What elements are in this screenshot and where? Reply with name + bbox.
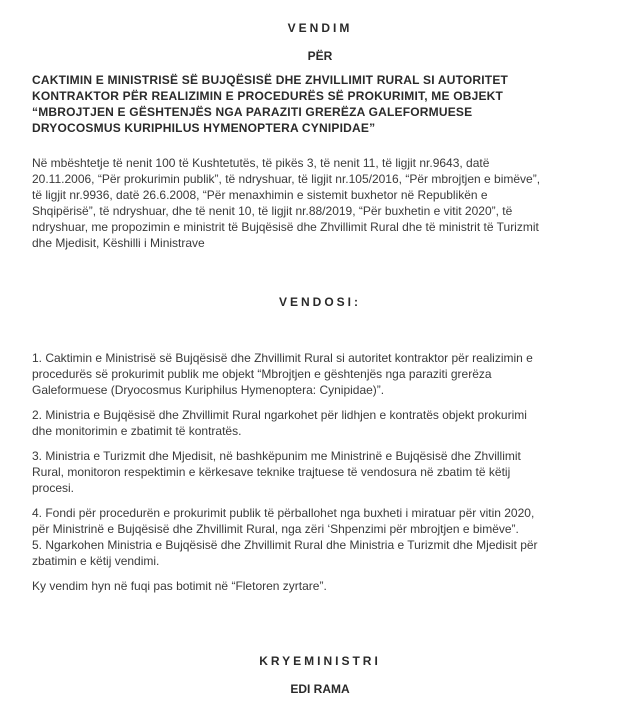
subject-line: “MBROJTJEN E GËSHTENJËS NGA PARAZITI GRERËZA GALEFORMUESE — [32, 105, 473, 119]
entry-into-force — [32, 578, 608, 594]
item-line: për Ministrinë e Bujqësisë dhe Zhvillimit Rural, nga zëri ‘Shpenzimi për mbrojtjen e bimëve”. — [32, 522, 519, 536]
subject-line: CAKTIMIN E MINISTRISË SË BUJQËSISË DHE ZHVILLIMIT RURAL SI AUTORITET — [32, 73, 509, 87]
item-line: 3. Ministria e Turizmit dhe Mjedisit, në bashkëpunim me Ministrinë e Bujqësisë dhe Zhvillimit — [32, 449, 521, 463]
decision-subject — [32, 72, 608, 136]
decision-items — [32, 350, 608, 594]
item-line: 5. Ngarkohen Ministria e Bujqësisë dhe Zhvillimit Rural dhe Ministria e Turizmit dhe Mjedisit për — [32, 538, 538, 552]
item-line: 2. Ministria e Bujqësisë dhe Zhvillimit Rural ngarkohet për lidhjen e kontratës objekt prokurimi — [32, 408, 527, 422]
signatory-role: KRYEMINISTRI — [259, 654, 381, 668]
preamble-line: 20.11.2006, “Për prokurimin publik”, të ndryshuar, të ligjit nr.105/2016, “Për mbrojtjen e bimëve”, — [32, 172, 541, 186]
item-line: Ky vendim hyn në fuqi pas botimit në “Fletoren zyrtare”. — [32, 579, 327, 593]
decision-item-3 — [32, 448, 608, 496]
item-line: Galeformuese (Dryocosmus Kuriphilus Hymenoptera: Cynipidae)”. — [32, 383, 385, 397]
decision-item-2 — [32, 407, 608, 439]
preamble-line: dhe Mjedisit, Këshilli i Ministrave — [32, 236, 205, 250]
item-line: procedurës së prokurimit publik me objekt “Mbrojtjen e gështenjës nga paraziti grerëza — [32, 367, 492, 381]
item-line: procesi. — [32, 481, 75, 495]
subject-line: DRYOCOSMUS KURIPHILUS HYMENOPTERA CYNIPIDAE” — [32, 121, 376, 135]
signatory-name: EDI RAMA — [290, 682, 350, 696]
document-title: VENDIM — [287, 21, 353, 35]
title-connector: PËR — [307, 49, 333, 63]
decision-item-4 — [32, 505, 608, 537]
decision-item-5 — [32, 537, 608, 569]
preamble-line: Shqipërisë”, të ndryshuar, dhe të nenit 10, të ligjit nr.88/2019, “Për buxhetin e vitit 2020”, të — [32, 204, 513, 218]
item-line: Rural, monitoron respektimin e kërkesave teknike trajtuese të vendosura në zbatim të këtij — [32, 465, 511, 479]
preamble-line: Në mbështetje të nenit 100 të Kushtetutës, të pikës 3, të nenit 11, të ligjit nr.9643, datë — [32, 156, 490, 170]
item-line: 1. Caktimin e Ministrisë së Bujqësisë dhe Zhvillimit Rural si autoritet kontraktor për realizimin e — [32, 351, 533, 365]
item-line: 4. Fondi për procedurën e prokurimit publik të përballohet nga buxheti i miratuar për vitin 2020, — [32, 506, 535, 520]
legal-basis-paragraph — [32, 155, 608, 251]
preamble-line: të ligjit nr.9936, datë 26.6.2008, “Për menaxhimin e sistemit buxhetor në Republikën e — [32, 188, 488, 202]
preamble-line: ndryshuar, me propozimin e ministrit të Bujqësisë dhe Zhvillimit Rural dhe të ministrit të Turizmit — [32, 220, 539, 234]
item-line: dhe monitorimin e zbatimit të kontratës. — [32, 424, 242, 438]
subject-line: KONTRAKTOR PËR REALIZIMIN E PROCEDURËS SË PROKURIMIT, ME OBJEKT — [32, 89, 504, 103]
decision-item-1 — [32, 350, 608, 398]
decides-heading: VENDOSI: — [278, 295, 361, 309]
item-line: zbatimin e këtij vendimi. — [32, 554, 160, 568]
